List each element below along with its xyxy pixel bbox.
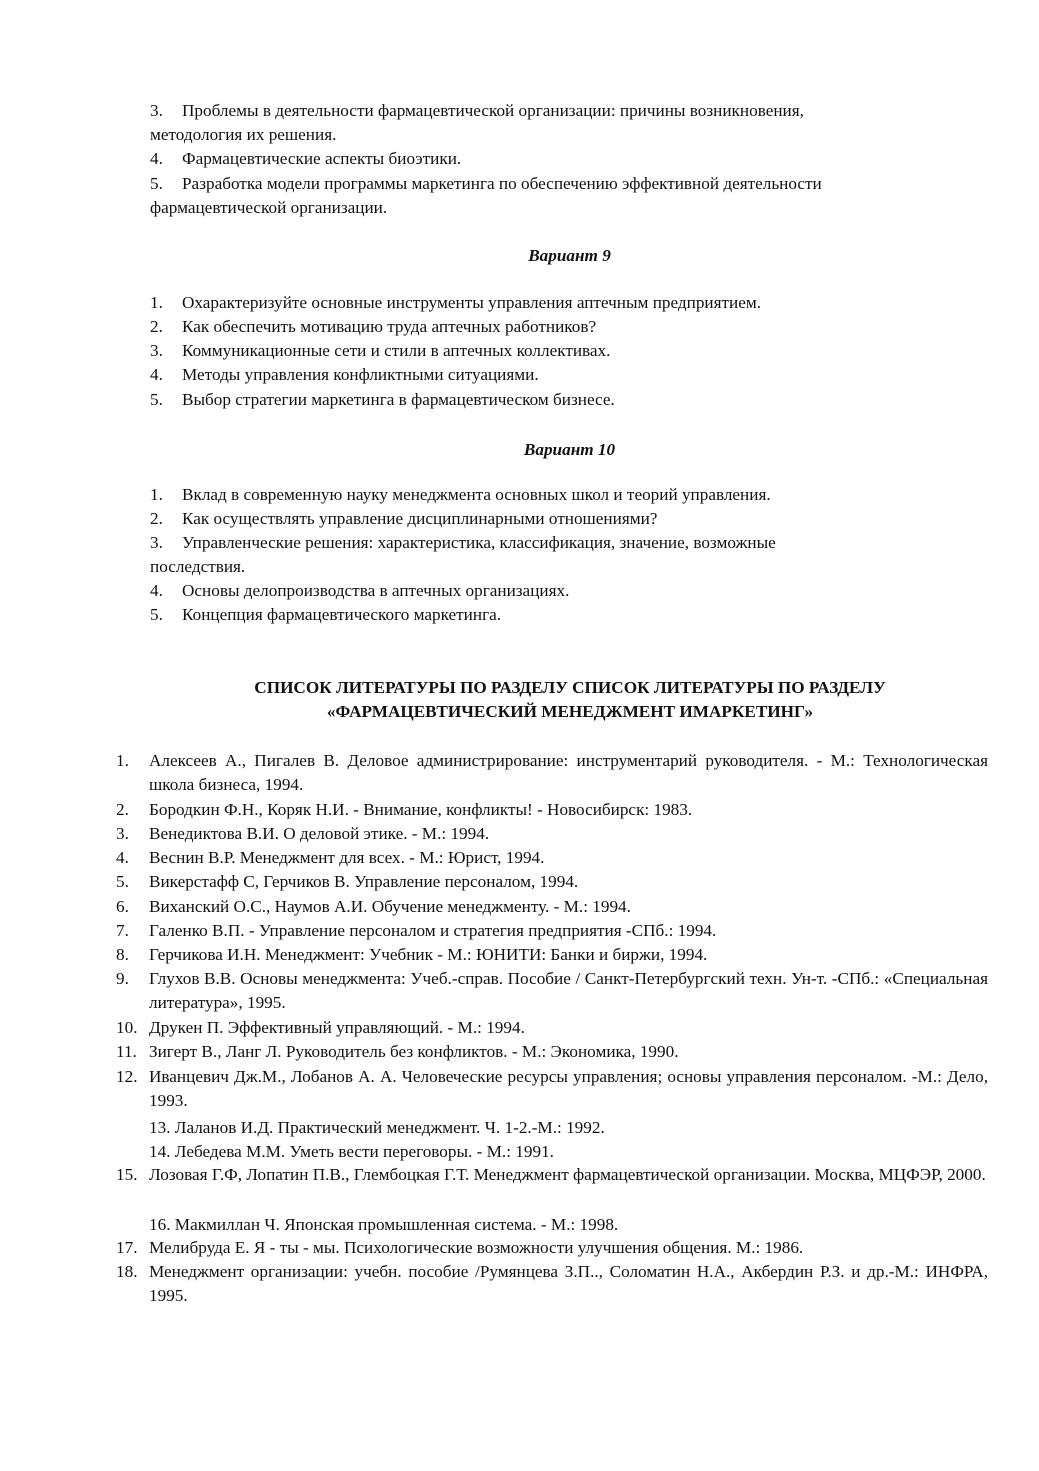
item-text: Концепция фармацевтического маркетинга. bbox=[182, 605, 502, 624]
literature-title-line-2: «ФАРМАЦЕВТИЧЕСКИЙ МЕНЕДЖМЕНТ ИМАРКЕТИНГ» bbox=[326, 702, 814, 721]
reference-item bbox=[116, 1065, 988, 1113]
variant-10-item bbox=[150, 508, 657, 530]
item-number: 1. bbox=[150, 293, 163, 312]
reference-item bbox=[116, 967, 988, 1015]
item-text: Как обеспечить мотивацию труда аптечных работников? bbox=[182, 317, 597, 336]
reference-item bbox=[116, 919, 988, 943]
literature-title-line-1: СПИСОК ЛИТЕРАТУРЫ ПО РАЗДЕЛУ СПИСОК ЛИТЕРАТУРЫ ПО РАЗДЕЛУ bbox=[254, 678, 886, 697]
intro-item-4 bbox=[150, 148, 461, 170]
item-number: 4. bbox=[150, 365, 163, 384]
reference-text: Венедиктова В.И. О деловой этике. - М.: 1994. bbox=[149, 824, 490, 843]
intro-item-3-cont: методология их решения. bbox=[150, 125, 337, 144]
reference-item bbox=[116, 1260, 988, 1308]
reference-number: 4. bbox=[116, 848, 129, 867]
reference-text: Глухов В.В. Основы менеджмента: Учеб.-справ. Пособие / Санкт-Петербургский техн. Ун-т. -СПб.: «Специальная литература», 1995. bbox=[149, 969, 988, 1012]
intro-item-5 bbox=[150, 173, 822, 195]
reference-text: Менеджмент организации: учебн. пособие /Румянцева З.П.., Соломатин Н.А., Акбердин Р.З. и др.-М.: ИНФРА, 1995. bbox=[149, 1262, 988, 1305]
variant-9-item bbox=[150, 340, 610, 362]
item-number: 4. bbox=[150, 149, 163, 168]
item-number: 1. bbox=[150, 485, 163, 504]
variant-10-item bbox=[150, 484, 771, 506]
reference-number: 17. bbox=[116, 1238, 138, 1257]
reference-text: Друкен П. Эффективный управляющий. - М.: 1994. bbox=[149, 1018, 525, 1037]
reference-text: Герчикова И.Н. Менеджмент: Учебник - М.: ЮНИТИ: Банки и биржи, 1994. bbox=[149, 945, 708, 964]
reference-number: 1. bbox=[116, 751, 129, 770]
reference-number: 18. bbox=[116, 1262, 138, 1281]
item-text: Как осуществлять управление дисциплинарными отношениями? bbox=[182, 509, 658, 528]
variant-9-item bbox=[150, 316, 596, 338]
item-number: 5. bbox=[150, 174, 163, 193]
variant-10-item bbox=[150, 604, 501, 626]
reference-number: 9. bbox=[116, 969, 129, 988]
variant-9-heading: Вариант 9 bbox=[528, 246, 611, 265]
reference-item bbox=[116, 798, 988, 822]
item-text: Выбор стратегии маркетинга в фармацевтическом бизнесе. bbox=[182, 390, 615, 409]
item-text: Вклад в современную науку менеджмента основных школ и теорий управления. bbox=[182, 485, 771, 504]
variant-9-item bbox=[150, 292, 761, 314]
reference-item: 14. Лебедева М.М. Уметь вести переговоры. - М.: 1991. bbox=[149, 1142, 554, 1161]
reference-number: 7. bbox=[116, 921, 129, 940]
reference-number: 8. bbox=[116, 945, 129, 964]
reference-text: Мелибруда Е. Я - ты - мы. Психологические возможности улучшения общения. М.: 1986. bbox=[149, 1238, 804, 1257]
reference-text: Галенко В.П. - Управление персоналом и стратегия предприятия -СПб.: 1994. bbox=[149, 921, 717, 940]
item-number: 5. bbox=[150, 605, 163, 624]
reference-number: 6. bbox=[116, 897, 129, 916]
reference-item bbox=[116, 749, 988, 797]
reference-item: 13. Лаланов И.Д. Практический менеджмент. Ч. 1-2.-М.: 1992. bbox=[149, 1118, 605, 1137]
item-text: Разработка модели программы маркетинга по обеспечению эффективной деятельности bbox=[182, 174, 822, 193]
reference-text: Веснин В.Р. Менеджмент для всех. - М.: Юрист, 1994. bbox=[149, 848, 545, 867]
intro-item-5-cont: фармацевтической организации. bbox=[150, 198, 388, 217]
reference-item bbox=[116, 895, 988, 919]
reference-item bbox=[116, 846, 988, 870]
reference-item bbox=[116, 1163, 988, 1187]
item-text: Основы делопроизводства в аптечных организациях. bbox=[182, 581, 570, 600]
variant-10-heading: Вариант 10 bbox=[523, 440, 616, 459]
reference-text: Виханский О.С., Наумов А.И. Обучение менеджменту. - М.: 1994. bbox=[149, 897, 631, 916]
item-text: Методы управления конфликтными ситуациями. bbox=[182, 365, 539, 384]
item-number: 2. bbox=[150, 317, 163, 336]
item-number: 4. bbox=[150, 581, 163, 600]
reference-text: Иванцевич Дж.М., Лобанов А. А. Человеческие ресурсы управления; основы управления персоналом. -М.: Дело, 1993. bbox=[149, 1067, 988, 1110]
reference-text: Зигерт В., Ланг Л. Руководитель без конфликтов. - М.: Экономика, 1990. bbox=[149, 1042, 679, 1061]
variant-10-item bbox=[150, 532, 776, 554]
reference-text: Алексеев А., Пигалев В. Деловое администрирование: инструментарий руководителя. - М.: Технологическая школа бизнеса, 1994. bbox=[149, 751, 988, 794]
reference-number: 5. bbox=[116, 872, 129, 891]
variant-10-item-cont: последствия. bbox=[150, 557, 246, 576]
item-text: Коммуникационные сети и стили в аптечных коллективах. bbox=[182, 341, 611, 360]
reference-number: 10. bbox=[116, 1018, 138, 1037]
reference-text: Лозовая Г.Ф, Лопатин П.В., Глембоцкая Г.Т. Менеджмент фармацевтической организации. Москва, МЦФЭР, 2000. bbox=[149, 1165, 986, 1184]
reference-item bbox=[116, 1040, 988, 1064]
item-number: 5. bbox=[150, 390, 163, 409]
reference-text: Бородкин Ф.Н., Коряк Н.И. - Внимание, конфликты! - Новосибирск: 1983. bbox=[149, 800, 693, 819]
reference-item bbox=[116, 1016, 988, 1040]
item-number: 3. bbox=[150, 341, 163, 360]
reference-number: 3. bbox=[116, 824, 129, 843]
variant-9-item bbox=[150, 364, 539, 386]
reference-number: 12. bbox=[116, 1067, 138, 1086]
reference-item bbox=[116, 822, 988, 846]
reference-item: 16. Макмиллан Ч. Японская промышленная система. - М.: 1998. bbox=[149, 1215, 619, 1234]
reference-text: Викерстафф С, Герчиков В. Управление персоналом, 1994. bbox=[149, 872, 579, 891]
item-text: Проблемы в деятельности фармацевтической организации: причины возникновения, bbox=[182, 101, 804, 120]
item-text: Управленческие решения: характеристика, классификация, значение, возможные bbox=[182, 533, 776, 552]
variant-9-item bbox=[150, 389, 615, 411]
reference-number: 15. bbox=[116, 1165, 138, 1184]
item-number: 3. bbox=[150, 101, 163, 120]
intro-item-3 bbox=[150, 100, 804, 122]
variant-10-item bbox=[150, 580, 569, 602]
reference-item bbox=[116, 870, 988, 894]
reference-item bbox=[116, 943, 988, 967]
reference-item bbox=[116, 1236, 988, 1260]
item-text: Фармацевтические аспекты биоэтики. bbox=[182, 149, 462, 168]
item-number: 2. bbox=[150, 509, 163, 528]
reference-number: 11. bbox=[116, 1042, 137, 1061]
item-number: 3. bbox=[150, 533, 163, 552]
reference-number: 2. bbox=[116, 800, 129, 819]
item-text: Охарактеризуйте основные инструменты управления аптечным предприятием. bbox=[182, 293, 762, 312]
